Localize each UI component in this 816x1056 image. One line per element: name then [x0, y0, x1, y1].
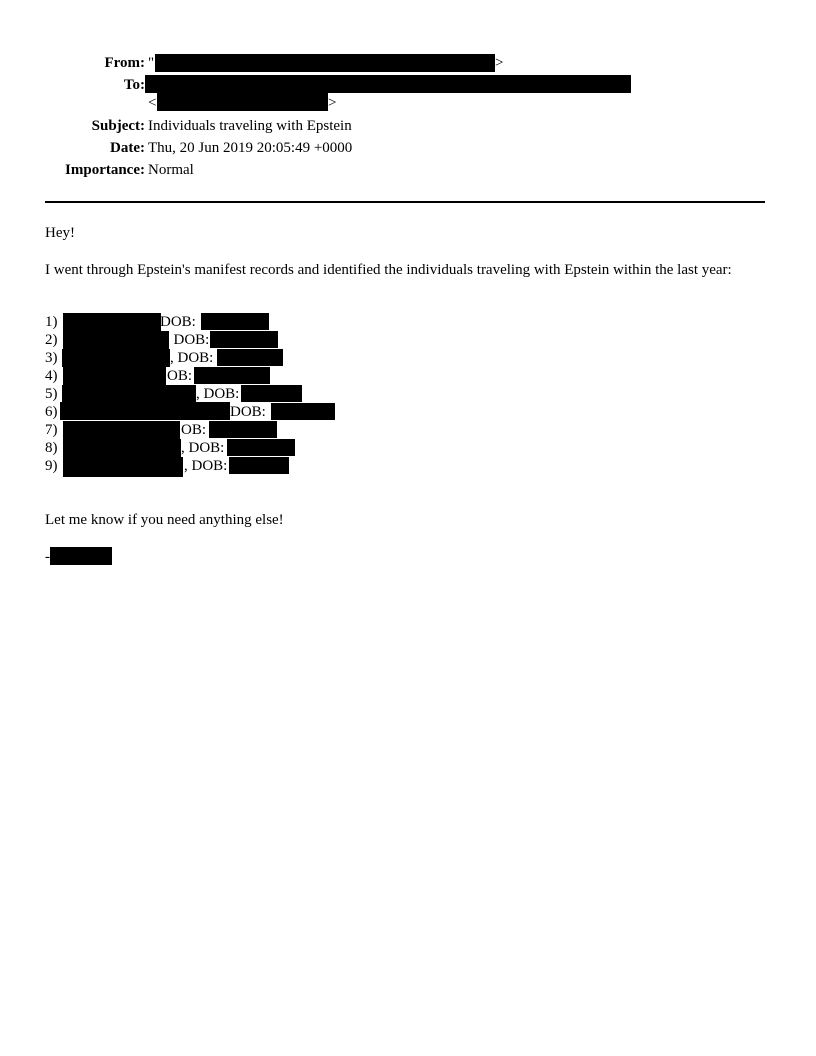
redacted-signature [50, 547, 112, 565]
to-label: To: [123, 77, 145, 93]
list-item-dob-label: , DOB: [181, 440, 225, 456]
subject-label: Subject: [91, 118, 145, 134]
redacted-dob [217, 349, 283, 366]
redacted-dob [194, 367, 270, 384]
intro-paragraph: I went through Epstein's manifest records and identified the individuals traveling with Epstein within the last year: [45, 262, 732, 278]
list-item-dob-label: OB: [181, 422, 207, 438]
date-label: Date: [110, 140, 145, 156]
list-item-number: 9) [45, 458, 58, 474]
subject-value: Individuals traveling with Epstein [148, 118, 352, 134]
from-label: From: [104, 55, 145, 71]
list-item-dob-label: DOB: [160, 314, 196, 330]
from-open-quote: " [148, 55, 155, 71]
list-item-number: 8) [45, 440, 58, 456]
importance-label: Importance: [65, 162, 145, 178]
redacted-to-address [157, 93, 328, 111]
redacted-name [62, 385, 196, 403]
redacted-dob [241, 385, 302, 402]
greeting: Hey! [45, 225, 75, 241]
redacted-name [63, 367, 166, 385]
redacted-dob [227, 439, 295, 456]
redacted-name [63, 439, 181, 457]
list-item-dob-label: , DOB: [196, 386, 240, 402]
list-item-number: 3) [45, 350, 58, 366]
redacted-name [63, 457, 183, 477]
redacted-name [63, 313, 161, 331]
closing-line: Let me know if you need anything else! [45, 512, 284, 528]
importance-value: Normal [148, 162, 194, 178]
list-item-number: 2) [45, 332, 58, 348]
redacted-dob [271, 403, 335, 420]
redacted-dob [201, 313, 269, 330]
redacted-from [155, 54, 495, 72]
redacted-name [63, 421, 180, 439]
from-close-bracket: > [495, 55, 504, 71]
list-item-number: 4) [45, 368, 58, 384]
redacted-to [145, 75, 631, 93]
date-value: Thu, 20 Jun 2019 20:05:49 +0000 [148, 140, 353, 156]
list-item-dob-label: , DOB: [166, 332, 210, 348]
to-open-bracket: < [148, 95, 157, 111]
redacted-dob [229, 457, 289, 474]
list-item-number: 7) [45, 422, 58, 438]
list-item-dob-label: , DOB: [184, 458, 228, 474]
to-close-bracket: > [328, 95, 337, 111]
list-item-dob-label: , DOB: [170, 350, 214, 366]
redacted-dob [209, 421, 277, 438]
list-item-number: 1) [45, 314, 58, 330]
signature-dash: - [45, 549, 50, 565]
redacted-name [60, 402, 230, 420]
list-item-dob-label: OB: [167, 368, 193, 384]
header-divider [45, 201, 765, 203]
list-item-dob-label: DOB: [230, 404, 266, 420]
redacted-dob [210, 331, 278, 348]
list-item-number: 6) [45, 404, 58, 420]
redacted-name [62, 349, 170, 367]
list-item-number: 5) [45, 386, 58, 402]
redacted-name [63, 331, 169, 349]
